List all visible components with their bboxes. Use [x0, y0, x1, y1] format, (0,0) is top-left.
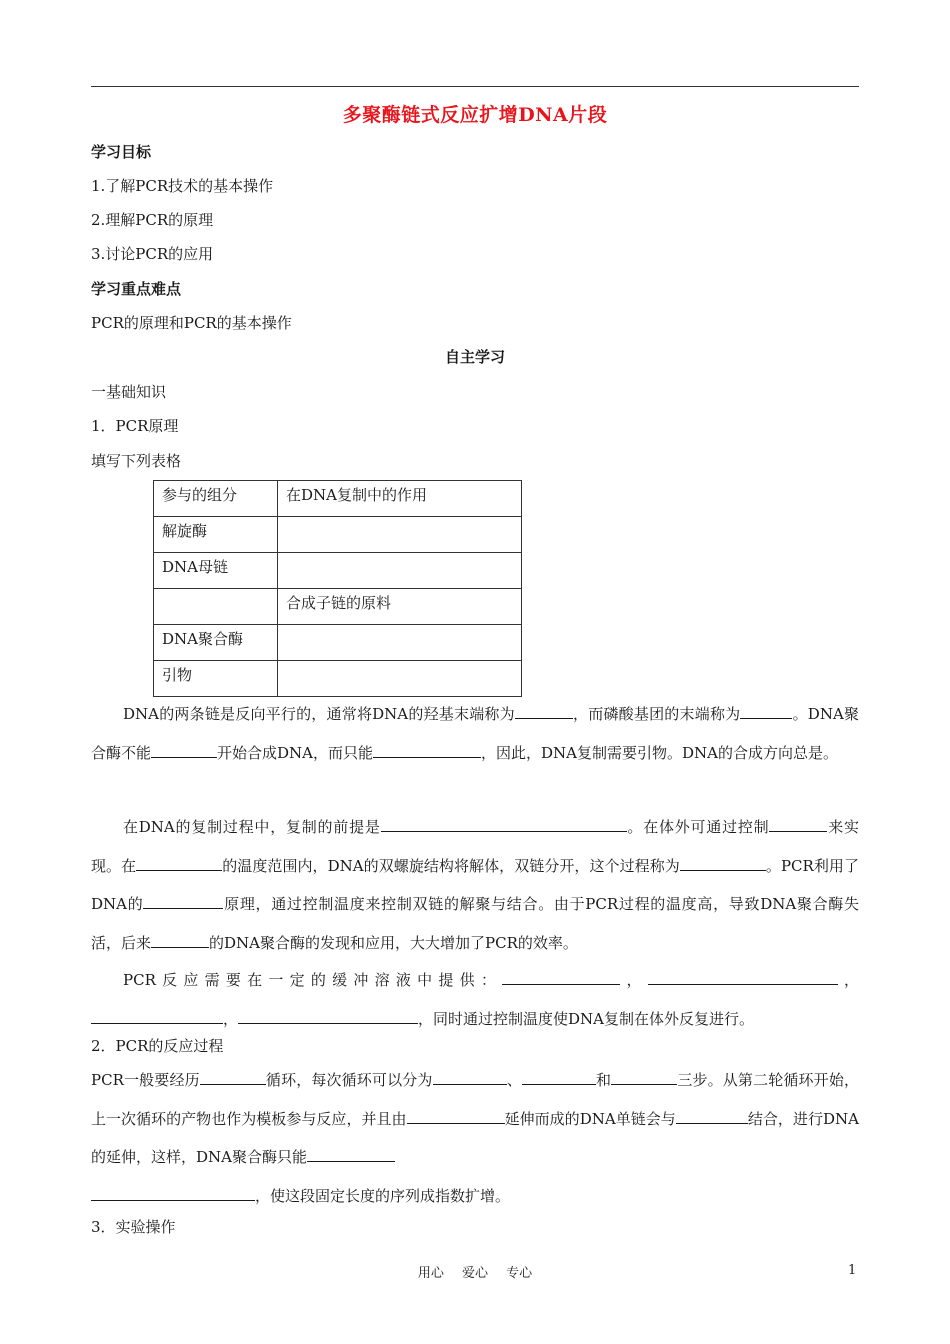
key-text: PCR的原理和PCR的基本操作	[91, 314, 292, 332]
fill-blank	[200, 1069, 266, 1085]
self-study-heading: 自主学习	[444, 348, 505, 366]
fill-blank	[151, 932, 209, 948]
goals-heading: 学习目标	[91, 143, 152, 161]
fill-blank	[136, 855, 222, 871]
components-table	[153, 480, 522, 697]
fill-blank	[238, 1008, 418, 1024]
goal-item: 1.了解PCR技术的基本操作	[91, 177, 274, 195]
paragraph-replication: 在DNA的复制过程中，复制的前提是 。在体外可通过控制 来实现。在 的温度范围内，DNA的双螺旋结构将解体，双链分开，这个过程称为 。PCR利用了DNA的 原理，通过控制温度来控制双链的解聚与结合。由于PCR过程的温度高，导致DNA聚合酶失活，后来 的DNA聚合酶的发现和应用，大大增加了PCR的效率。	[91, 818, 860, 952]
section-3-heading: 3．实验操作	[91, 1218, 176, 1236]
fill-blank	[676, 1108, 748, 1124]
fill-blank	[648, 969, 838, 985]
fill-blank	[522, 1069, 596, 1085]
table-row	[154, 553, 522, 589]
table-row	[154, 589, 522, 625]
table-row	[154, 661, 522, 697]
table-cell: 合成子链的原料	[278, 589, 522, 625]
goal-item: 2.理解PCR的原理	[91, 211, 214, 229]
table-cell	[278, 553, 522, 589]
fill-blank	[143, 893, 223, 909]
table-cell	[278, 517, 522, 553]
table-header-cell: 在DNA复制中的作用	[278, 481, 522, 517]
section-1-heading: 1．PCR原理	[91, 417, 179, 435]
section-2-heading: 2．PCR的反应过程	[91, 1037, 224, 1055]
fill-blank	[515, 703, 573, 719]
paragraph-dna-structure: DNA的两条链是反向平行的，通常将DNA的羟基末端称为 ，而磷酸基团的末端称为 。DNA聚合酶不能 开始合成DNA，而只能 ，因此，DNA复制需要引物。DNA的合成方向总是。	[91, 705, 859, 762]
key-heading: 学习重点难点	[91, 280, 182, 298]
table-header-row	[154, 481, 522, 517]
table-cell: DNA母链	[154, 553, 278, 589]
paragraph-buffer: PCR反应需要在一定的缓冲溶液中提供： ， ，， ，同时通过控制温度使DNA复制在体外反复进行。	[91, 961, 859, 1038]
fill-blank	[740, 703, 792, 719]
table-cell: 解旋酶	[154, 517, 278, 553]
fill-blank	[680, 855, 766, 871]
page-number: 1	[848, 1263, 857, 1278]
table-row	[154, 625, 522, 661]
table-cell	[278, 625, 522, 661]
fill-table-instruction: 填写下列表格	[91, 452, 182, 470]
fill-blank	[91, 1185, 255, 1201]
fill-blank	[769, 816, 827, 832]
fill-blank	[151, 742, 217, 758]
fill-blank	[373, 742, 481, 758]
table-cell	[278, 661, 522, 697]
fill-blank	[381, 816, 627, 832]
fill-blank	[433, 1069, 507, 1085]
fill-blank	[91, 1008, 223, 1024]
fill-blank	[307, 1146, 395, 1162]
paragraph-reaction-process: PCR一般要经历 循环，每次循环可以分为 、 和 三步。从第二轮循环开始，上一次循环的产物也作为模板参与反应，并且由 延伸而成的DNA单链会与 结合，进行DNA的延伸，这样，DNA聚合酶只能 ，使这段固定长度的序列成指数扩增。	[91, 1071, 859, 1205]
fill-blank	[407, 1108, 505, 1124]
goal-item: 3.讨论PCR的应用	[91, 245, 214, 263]
page-footer: 用心 爱心 专心	[417, 1266, 533, 1281]
header-rule	[91, 86, 859, 87]
fill-blank	[611, 1069, 677, 1085]
fill-blank	[502, 969, 620, 985]
basic-knowledge-heading: 一基础知识	[91, 383, 167, 401]
table-cell: 引物	[154, 661, 278, 697]
table-cell: DNA聚合酶	[154, 625, 278, 661]
table-header-cell: 参与的组分	[154, 481, 278, 517]
table-row	[154, 517, 522, 553]
table-cell	[154, 589, 278, 625]
document-title: 多聚酶链式反应扩增DNA片段	[342, 104, 608, 126]
